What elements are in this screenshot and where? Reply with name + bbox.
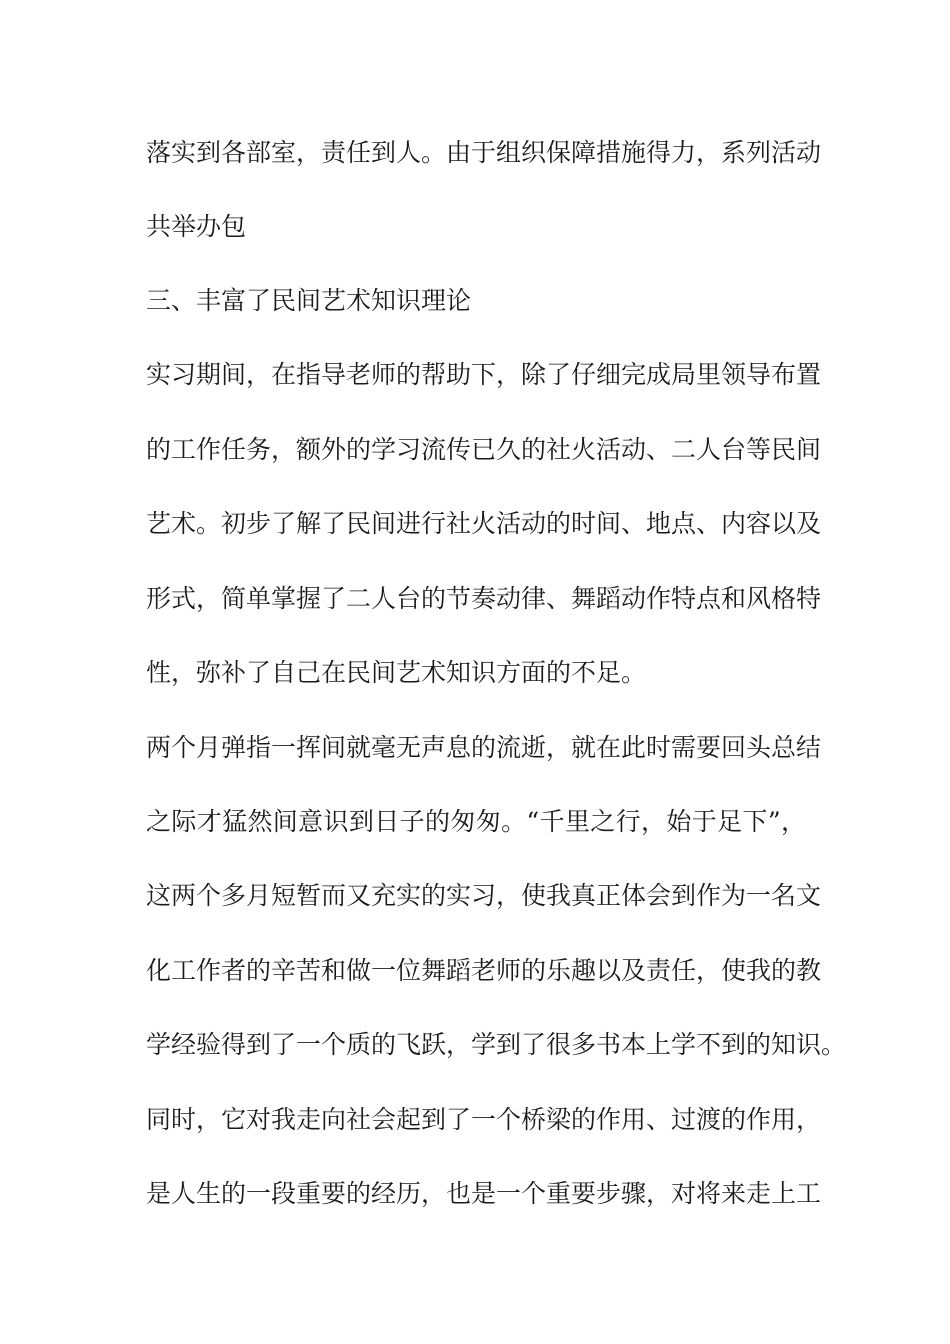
section-heading: 三、丰富了民间艺术知识理论 xyxy=(146,286,472,315)
text-line: 两个月弹指一挥间就毫无声息的流逝，就在此时需要回头总结 xyxy=(146,733,822,762)
text-line: 落实到各部室，责任到人。由于组织保障措施得力，系列活动 xyxy=(146,138,822,167)
text-line: 同时，它对我走向社会起到了一个桥梁的作用、过渡的作用， xyxy=(146,1105,822,1134)
text-line: 性，弥补了自己在民间艺术知识方面的不足。 xyxy=(146,658,647,687)
text-line: 实习期间，在指导老师的帮助下，除了仔细完成局里领导布置 xyxy=(146,360,822,389)
text-line: 艺术。初步了解了民间进行社火活动的时间、地点、内容以及 xyxy=(146,509,822,538)
text-line: 学经验得到了一个质的飞跃，学到了很多书本上学不到的知识。 xyxy=(146,1030,847,1059)
text-line: 这两个多月短暂而又充实的实习，使我真正体会到作为一名文 xyxy=(146,881,822,910)
text-line: 的工作任务，额外的学习流传已久的社火活动、二人台等民间 xyxy=(146,435,822,464)
text-line: 是人生的一段重要的经历，也是一个重要步骤，对将来走上工 xyxy=(146,1179,822,1208)
text-line: 形式，简单掌握了二人台的节奏动律、舞蹈动作特点和风格特 xyxy=(146,584,822,613)
text-line: 共举办包 xyxy=(146,212,247,241)
text-line: 化工作者的辛苦和做一位舞蹈老师的乐趣以及责任，使我的教 xyxy=(146,956,822,985)
text-line: 之际才猛然间意识到日子的匆匆。“千里之行，始于足下”， xyxy=(146,807,806,836)
